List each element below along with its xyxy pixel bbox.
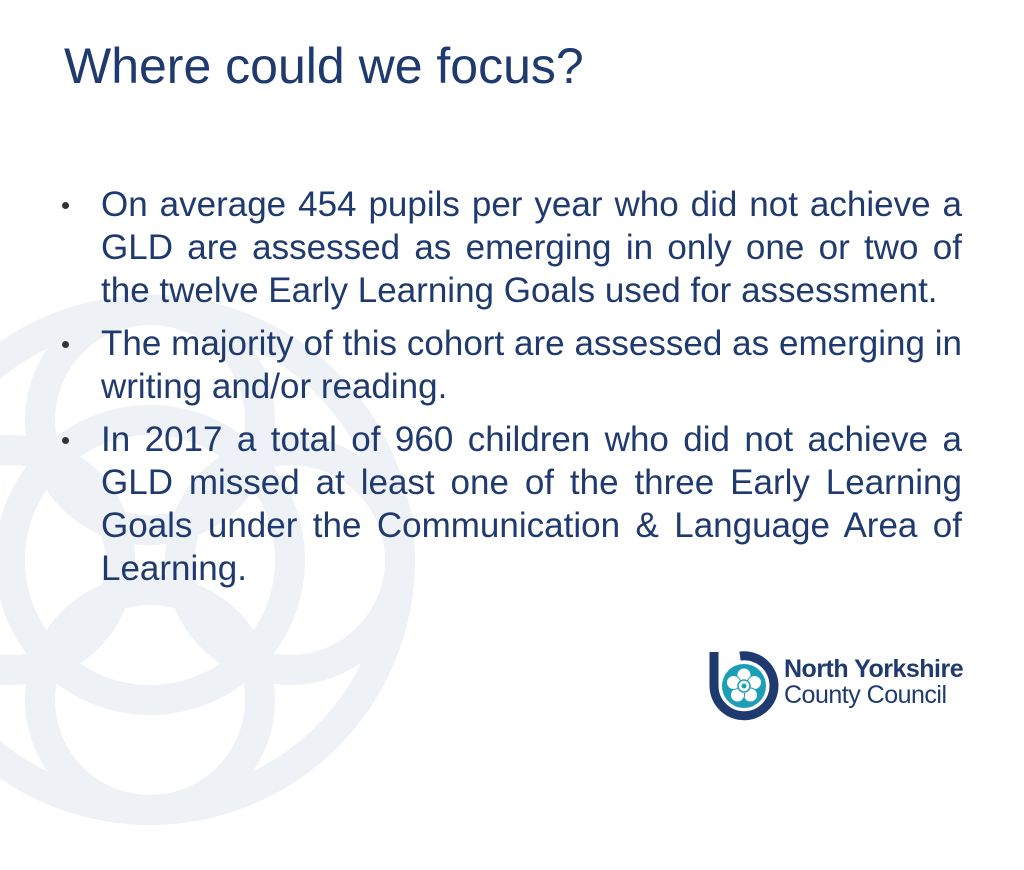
bullet-dot-icon xyxy=(62,341,69,348)
logo-line-2: County Council xyxy=(784,681,947,709)
slide-title: Where could we focus? xyxy=(64,38,584,94)
bullet-text: On average 454 pupils per year who did not achieve a GLD are assessed as emerging in only one or two of the twelve Early Learning Goals used for assessment. xyxy=(101,185,962,310)
bullet-item xyxy=(62,322,962,408)
yorkshire-rose-emblem-icon xyxy=(700,642,780,722)
bullet-item xyxy=(62,183,962,312)
bullet-dot-icon xyxy=(62,202,69,209)
logo-line-1: North Yorkshire xyxy=(784,654,964,683)
bullet-text: In 2017 a total of 960 children who did not achieve a GLD missed at least one of the three Early Learning Goals under the Communication & Language Area of Learning. xyxy=(101,420,962,588)
council-logo xyxy=(700,640,990,724)
logo-wordmark xyxy=(784,656,963,709)
bullet-item xyxy=(62,418,962,590)
bullet-text: The majority of this cohort are assessed as emerging in writing and/or reading. xyxy=(101,324,962,406)
bullet-list xyxy=(62,183,962,600)
bullet-dot-icon xyxy=(62,437,69,444)
